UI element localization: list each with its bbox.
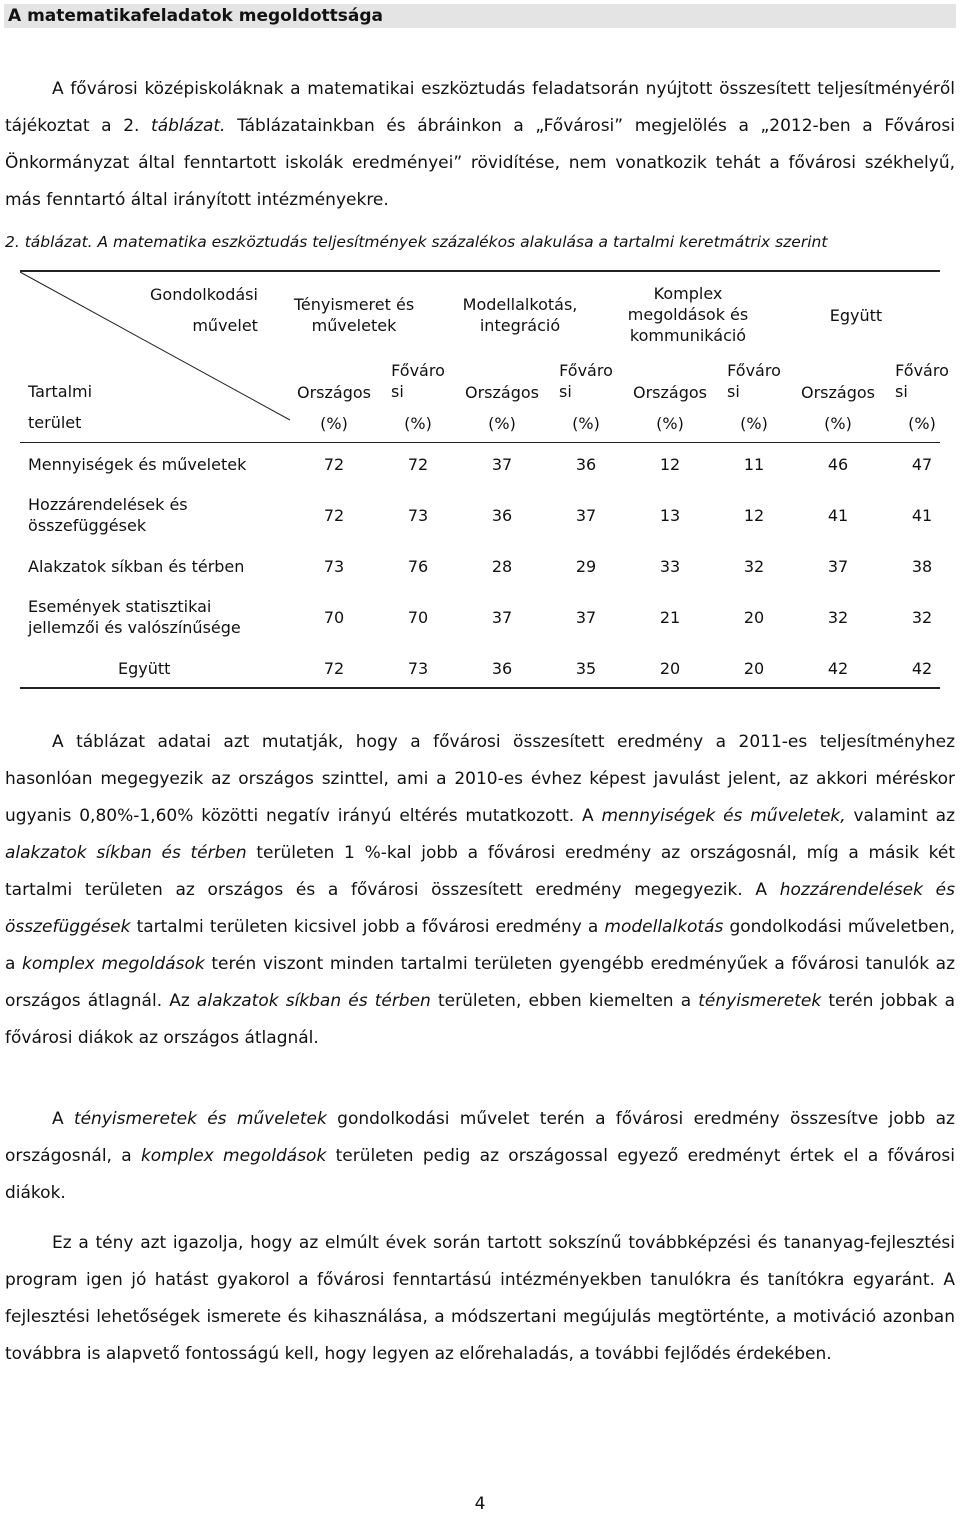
unit-label: (%) xyxy=(740,414,768,433)
table-cell: 38 xyxy=(911,557,933,576)
table-cell: 73 xyxy=(407,506,429,525)
table-cell: 37 xyxy=(575,506,597,525)
analysis-paragraph xyxy=(5,724,955,1057)
col-header-capital xyxy=(541,360,631,402)
row-label xyxy=(28,596,241,638)
table-cell: 32 xyxy=(743,557,765,576)
unit-label: (%) xyxy=(320,414,348,433)
section-title: A matematikafeladatok megoldottsága xyxy=(4,4,956,28)
row-label-line: Mennyiségek és műveletek xyxy=(28,454,247,474)
paragraph-text: területen, ebben kiemelten a xyxy=(430,991,699,1011)
facts-paragraph xyxy=(5,1101,955,1212)
corner-bottom-line1: Tartalmi xyxy=(28,382,93,401)
col-header-line: Országos xyxy=(633,383,707,402)
col-header-line: Főváro xyxy=(559,361,613,380)
paragraph-text: gondolkodási művelet terén a fővárosi eredmény összesítve jobb az országosnál, a xyxy=(5,1109,955,1166)
table-cell: 70 xyxy=(323,608,345,627)
emphasis-text: alakzatok síkban és térben xyxy=(5,843,247,863)
col-header-line: Főváro xyxy=(895,361,949,380)
col-header-line: si xyxy=(895,382,908,401)
corner-top-line1: Gondolkodási xyxy=(150,285,258,304)
col-header-national xyxy=(625,382,715,403)
corner-header-bottom xyxy=(28,381,92,433)
table-cell: 46 xyxy=(827,455,849,474)
col-header-line: Országos xyxy=(297,383,371,402)
table-bottom-rule xyxy=(20,687,940,689)
table-cell: 37 xyxy=(575,608,597,627)
group-label-line: műveletek xyxy=(311,316,397,335)
table-cell: 12 xyxy=(743,506,765,525)
corner-top-line2: művelet xyxy=(192,316,258,335)
table-cell: 11 xyxy=(743,455,765,474)
paragraph-text: terén viszont minden tartalmi területen gyengébb eredményűek a fővárosi tanulók az országos átlagnál. Az xyxy=(5,954,955,1011)
table-cell: 21 xyxy=(659,608,681,627)
paragraph-text: területen pedig az országossal egyező eredményt értek el a fővárosi diákok. xyxy=(5,1146,956,1203)
col-header-line: Főváro xyxy=(391,361,445,380)
table-cell: 37 xyxy=(491,608,513,627)
table-cell: 42 xyxy=(827,659,849,678)
table-cell: 41 xyxy=(911,506,933,525)
table-top-rule xyxy=(20,270,940,272)
table-cell: 35 xyxy=(575,659,597,678)
emphasis-text: alakzatok síkban és térben xyxy=(196,991,431,1011)
table-cell: 47 xyxy=(911,455,933,474)
results-table xyxy=(20,270,949,690)
unit-label: (%) xyxy=(404,414,432,433)
paragraph-text: Ez a tény azt igazolja, hogy az elmúlt évek során tartott sokszínű továbbképzési és tananyag-fejlesztési program igen jó hatást gyakorol a fővárosi fenntartású intézményekben tanulókra és tanítókra egyaránt. A fejlesztési lehetőségek ismerete és kihasználása, a módszertani megújulás megtörténte, a motiváció azonban továbbra is alapvető fontosságú kell, hogy legyen az előrehaladás, a további fejlődés érdekében. xyxy=(5,1233,955,1364)
row-label xyxy=(28,494,188,536)
col-header-national xyxy=(457,382,547,403)
table-cell: 37 xyxy=(827,557,849,576)
intro-text-continued: Táblázatainkban és ábráinkon a „Fővárosi” megjelölés a „2012-ben a Fővárosi Önkormányzat által fenntartott iskolák eredményei” rövidítése, nem vonatkozik tehát a fővárosi székhelyű, más fenntartó által irányított intézményekre. xyxy=(5,116,955,210)
page-number: 4 xyxy=(474,1494,486,1514)
emphasis-text: tényismeretek és műveletek xyxy=(73,1109,327,1129)
intro-text: A fővárosi középiskoláknak a matematikai eszköztudás feladatsorán nyújtott összesített teljesítményéről tájékoztat a 2. xyxy=(5,79,955,136)
row-label xyxy=(118,658,170,679)
unit-label: (%) xyxy=(908,414,936,433)
col-header-line: si xyxy=(559,382,572,401)
col-header-line: Főváro xyxy=(727,361,781,380)
group-label-line: megoldások és xyxy=(627,305,749,324)
col-header-line: si xyxy=(727,382,740,401)
table-cell: 76 xyxy=(407,557,429,576)
table-cell: 41 xyxy=(827,506,849,525)
emphasis-text: komplex megoldások xyxy=(22,954,205,974)
unit-label: (%) xyxy=(656,414,684,433)
group-label-line: Tényismeret és xyxy=(293,295,415,314)
table-cell: 12 xyxy=(659,455,681,474)
unit-label: (%) xyxy=(572,414,600,433)
unit-label: (%) xyxy=(824,414,852,433)
unit-label: (%) xyxy=(488,414,516,433)
row-label-line: Alakzatok síkban és térben xyxy=(28,556,245,576)
table-cell: 72 xyxy=(323,506,345,525)
table-cell: 20 xyxy=(659,659,681,678)
col-header-capital xyxy=(709,360,799,402)
group-header-total xyxy=(796,305,916,326)
col-header-capital xyxy=(877,360,960,402)
table-cell: 32 xyxy=(911,608,933,627)
row-label-line: jellemzői és valószínűsége xyxy=(28,618,241,637)
table-cell: 33 xyxy=(659,557,681,576)
col-header-line: Országos xyxy=(465,383,539,402)
table-cell: 72 xyxy=(323,659,345,678)
table-cell: 13 xyxy=(659,506,681,525)
paragraph-text: gondolkodási műveletben, a xyxy=(5,917,956,974)
table-cell: 36 xyxy=(491,659,513,678)
table-cell: 20 xyxy=(743,608,765,627)
table-cell: 29 xyxy=(575,557,597,576)
table-cell: 32 xyxy=(827,608,849,627)
conclusion-paragraph xyxy=(5,1225,955,1373)
emphasis-text: mennyiségek és műveletek, xyxy=(601,806,846,826)
table-cell: 36 xyxy=(491,506,513,525)
paragraph-text: A xyxy=(52,1109,74,1129)
corner-header-top xyxy=(150,284,258,336)
table-cell: 73 xyxy=(407,659,429,678)
row-label xyxy=(28,556,244,577)
table-cell: 42 xyxy=(911,659,933,678)
intro-paragraph xyxy=(5,71,955,219)
table-cell: 72 xyxy=(323,455,345,474)
paragraph-text: területen 1 %-kal jobb a fővárosi eredmény az országosnál, míg a másik két tartalmi területen az országos és a fővárosi összesített eredmény megegyezik. A xyxy=(5,843,955,900)
emphasis-text: tényismeretek xyxy=(698,991,822,1011)
group-label-line: kommunikáció xyxy=(629,326,747,345)
paragraph-text: terén jobbak a fővárosi diákok az országos átlagnál. xyxy=(5,991,955,1048)
group-header-complex xyxy=(618,283,758,346)
col-header-line: Országos xyxy=(801,383,875,402)
table-cell: 73 xyxy=(323,557,345,576)
col-header-national xyxy=(793,382,883,403)
group-label-line: Modellalkotás, xyxy=(462,295,578,314)
table-cell: 70 xyxy=(407,608,429,627)
row-label-line: Hozzárendelések és xyxy=(28,495,188,514)
emphasis-text: hozzárendelések és összefüggések xyxy=(5,880,955,937)
group-label-line: integráció xyxy=(479,316,561,335)
table-caption: 2. táblázat. A matematika eszköztudás teljesítmények százalékos alakulása a tartalmi keretmátrix szerint xyxy=(5,233,828,251)
row-label xyxy=(28,454,246,475)
col-header-line: si xyxy=(391,382,404,401)
table-cell: 36 xyxy=(575,455,597,474)
table-cell: 72 xyxy=(407,455,429,474)
col-header-capital xyxy=(373,360,463,402)
row-label-line: Események statisztikai xyxy=(28,597,212,616)
table-cell: 28 xyxy=(491,557,513,576)
emphasis-text: modellalkotás xyxy=(604,917,724,937)
table-cell: 37 xyxy=(491,455,513,474)
row-label-line: Együtt xyxy=(118,658,171,678)
paragraph-text: valamint az xyxy=(845,806,956,826)
group-label-line: Komplex xyxy=(653,284,723,303)
col-header-national xyxy=(289,382,379,403)
paragraph-text: A táblázat adatai azt mutatják, hogy a fővárosi összesített eredmény a 2011-es teljesítményhez hasonlóan megegyezik az országos szinttel, ami a 2010-es évhez képest javulást jelent, az akkori méréskor ugyanis 0,80%-1,60% közötti negatív irányú eltérés mutatkozott. A xyxy=(5,732,955,826)
paragraph-text: tartalmi területen kicsivel jobb a fővárosi eredmény a xyxy=(130,917,605,937)
header-rule xyxy=(20,442,940,443)
corner-bottom-line2: terület xyxy=(28,413,82,432)
row-label-line: összefüggések xyxy=(28,516,147,535)
emphasis-text: komplex megoldások xyxy=(140,1146,327,1166)
group-header-facts xyxy=(284,294,424,336)
table-cell: 20 xyxy=(743,659,765,678)
group-header-modelling xyxy=(450,294,590,336)
group-label-line: Együtt xyxy=(829,306,883,325)
table-reference: táblázat. xyxy=(151,116,226,136)
